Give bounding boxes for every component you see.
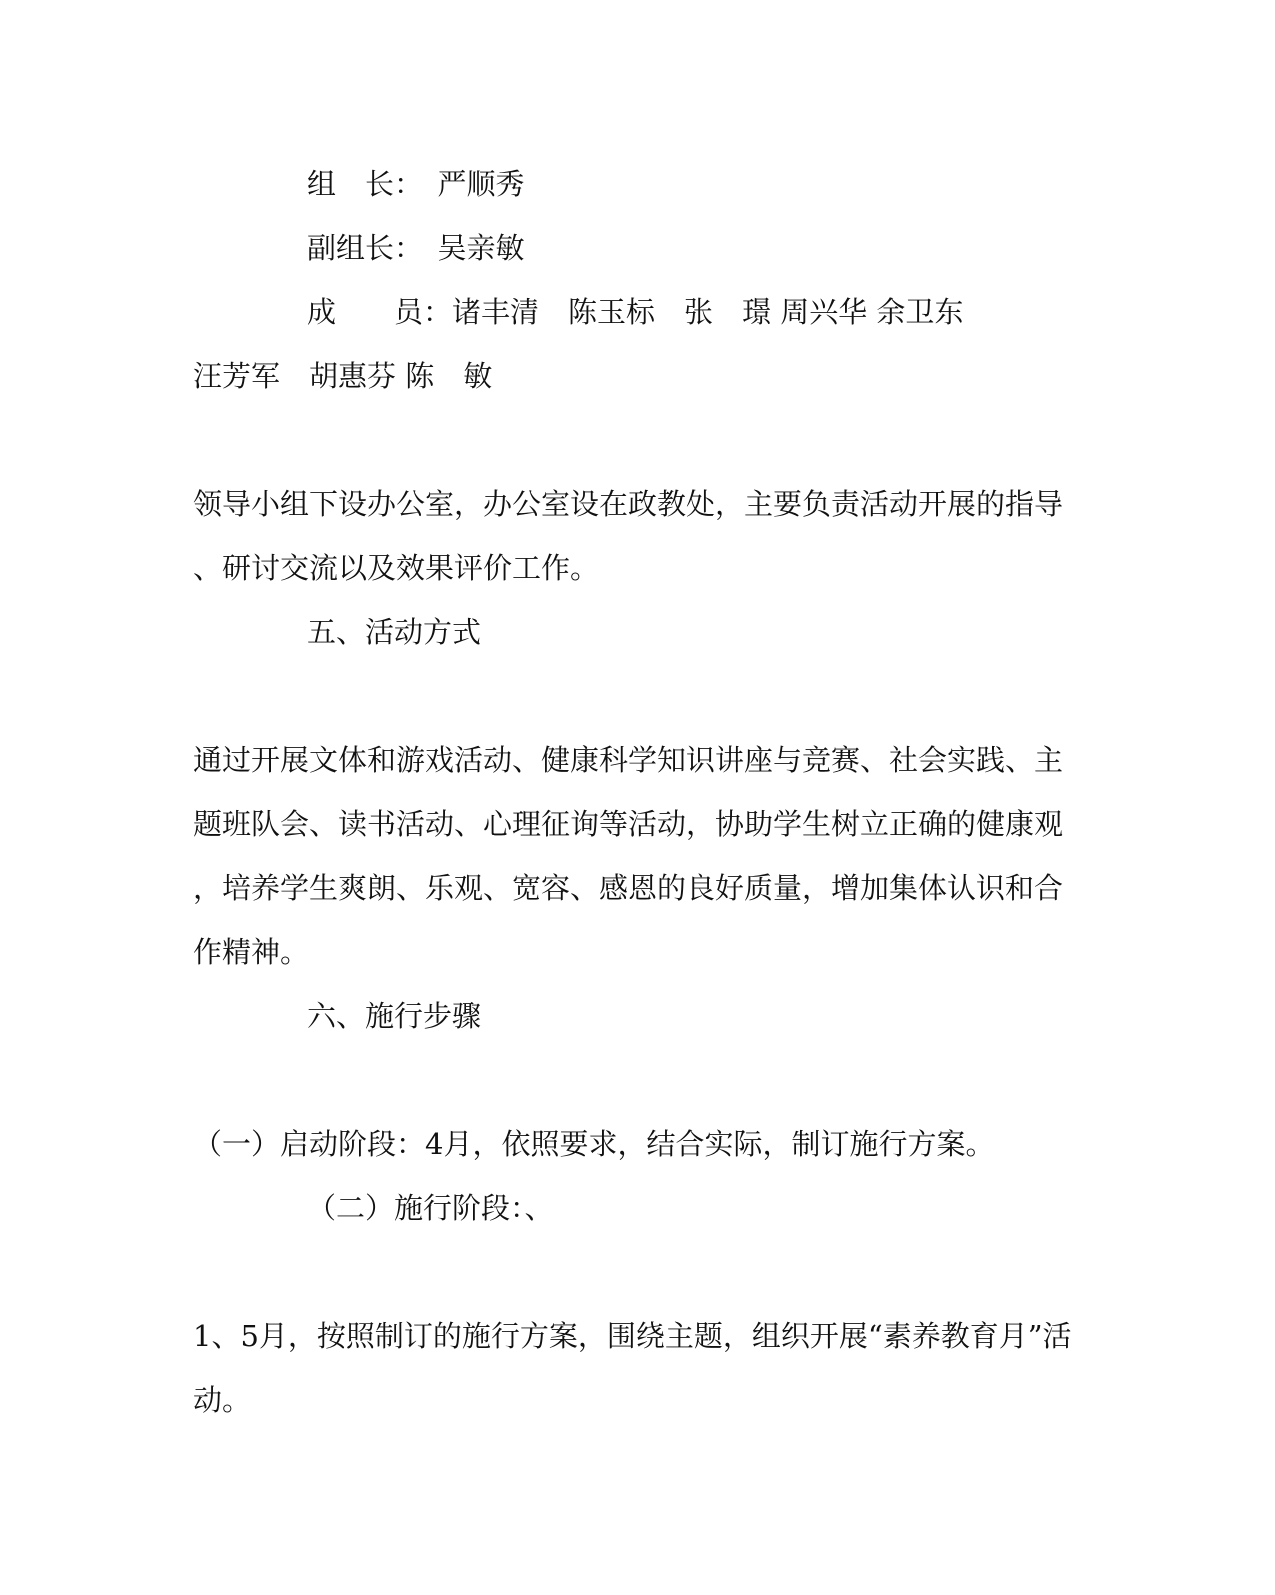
step-2-line: （二）施行阶段：、 [307, 1191, 554, 1225]
step-1-line: （一）启动阶段：4月，依照要求，结合实际，制订施行方案。 [193, 1127, 995, 1161]
members-line-2: 汪芳军 胡惠芬 陈 敏 [193, 359, 493, 393]
section-5-paragraph-line-3: ，培养学生爽朗、乐观、宽容、感恩的良好质量，增加集体认识和合 [193, 871, 1064, 905]
section-5-heading: 五、活动方式 [307, 615, 482, 649]
section-5-paragraph-line-4: 作精神。 [193, 935, 310, 969]
section-6-heading: 六、施行步骤 [307, 999, 482, 1033]
item-1-line-1: 1、5月，按照制订的施行方案，围绕主题，组织开展“素养教育月”活 [193, 1319, 1072, 1353]
section-5-paragraph-line-2: 题班队会、读书活动、心理征询等活动，协助学生树立正确的健康观 [193, 807, 1064, 841]
office-paragraph-line-1: 领导小组下设办公室，办公室设在政教处，主要负责活动开展的指导 [193, 487, 1064, 521]
office-paragraph-line-2: 、研讨交流以及效果评价工作。 [193, 551, 600, 585]
deputy-leader-line: 副组长： 吴亲敏 [307, 231, 525, 265]
members-line-1: 成 员：诸丰清 陈玉标 张 璟 周兴华 余卫东 [307, 295, 964, 329]
leader-line: 组 长： 严顺秀 [307, 167, 525, 201]
item-1-line-2: 动。 [193, 1383, 252, 1417]
section-5-paragraph-line-1: 通过开展文体和游戏活动、健康科学知识讲座与竞赛、社会实践、主 [193, 743, 1064, 777]
